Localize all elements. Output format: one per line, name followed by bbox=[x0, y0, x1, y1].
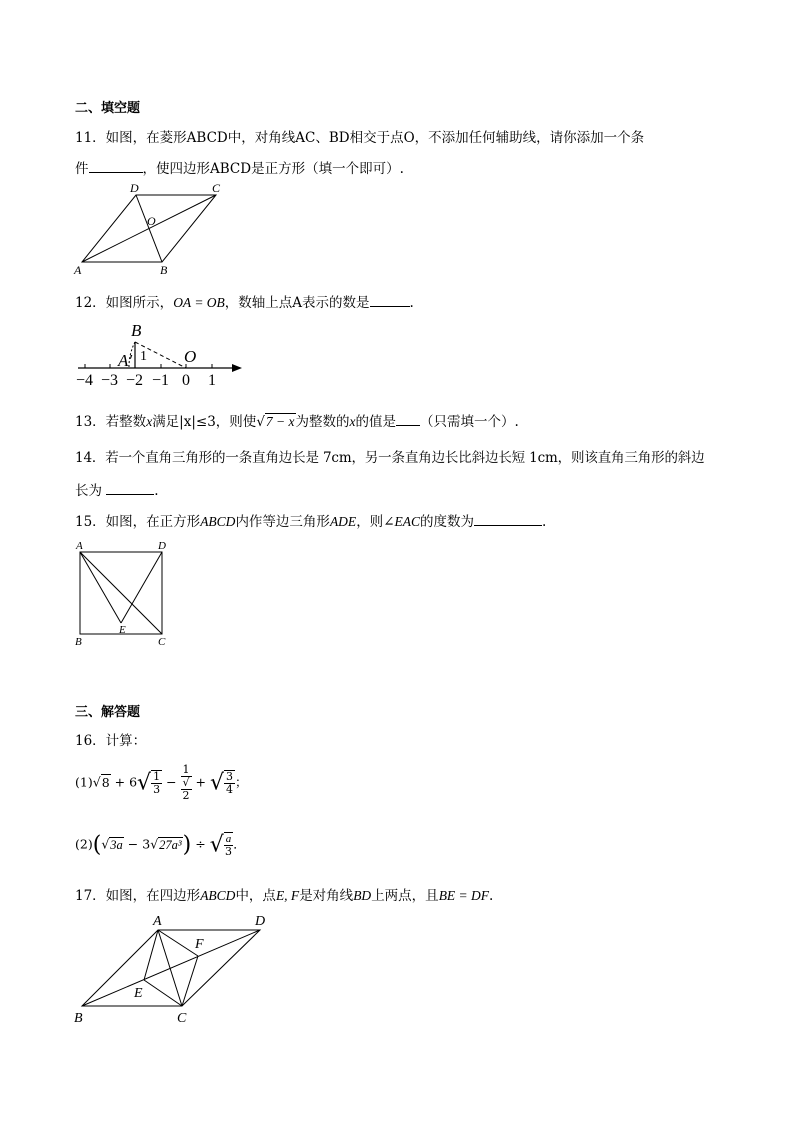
q17-quad: ABCD bbox=[200, 888, 236, 903]
q13-radical: 7 − x bbox=[265, 414, 295, 429]
q11-label-B: B bbox=[160, 263, 168, 277]
q16-p2-three: 3 bbox=[142, 836, 151, 852]
q16-title: 16．计算： bbox=[75, 733, 147, 749]
q16-p1-r8: 8 bbox=[101, 774, 110, 790]
frac-num: 1 bbox=[153, 770, 161, 783]
q16-p1-frac1 bbox=[151, 770, 162, 796]
q12-tick-label: 1 bbox=[208, 372, 216, 389]
q16-p2-label: (2) bbox=[75, 836, 93, 852]
q11-line2-pre: 件 bbox=[75, 161, 89, 177]
q12-tick-label: −2 bbox=[126, 372, 144, 389]
q11-label-A: A bbox=[74, 263, 82, 277]
frac-den: 4 bbox=[226, 783, 234, 796]
q12-mid: ，数轴上点A表示的数是 bbox=[224, 295, 370, 311]
q12-tick-label: −4 bbox=[76, 372, 94, 389]
sqrt-symbol: √ bbox=[256, 414, 265, 430]
q16-p2-r27: 27a³ bbox=[159, 837, 182, 852]
q17-mid: 中，点 bbox=[235, 888, 276, 904]
minus: − bbox=[166, 774, 177, 790]
q12-answer-blank[interactable] bbox=[370, 294, 410, 307]
frac-num: 3 bbox=[226, 770, 234, 783]
q11-answer-blank[interactable] bbox=[89, 160, 143, 173]
q15-pre: 15．如图，在正方形 bbox=[75, 514, 201, 530]
q15-mid: 内作等边三角形 bbox=[235, 514, 330, 530]
q13-post: 的值是 bbox=[355, 414, 397, 430]
q12-expr: OA = OB bbox=[173, 295, 225, 310]
q13-text bbox=[75, 410, 519, 430]
q16-part2 bbox=[75, 832, 246, 858]
q16-p2-r3a: 3a bbox=[110, 837, 123, 852]
sqrt-symbol: √ bbox=[92, 774, 101, 790]
q15-label-D: D bbox=[158, 540, 166, 552]
paren-close: ) bbox=[182, 832, 192, 858]
sqrt-symbol: √ bbox=[150, 836, 159, 852]
q12-tick-label: −3 bbox=[101, 372, 119, 389]
q15-end: . bbox=[542, 514, 547, 530]
q16-p1-frac3 bbox=[224, 770, 235, 796]
q12-tick-label: 0 bbox=[182, 372, 190, 389]
frac-num: 1 bbox=[182, 763, 190, 776]
q11-rhombus-figure bbox=[70, 180, 240, 280]
q14-line1: 14．若一个直角三角形的一条直角边长是 7cm，另一条直角边长比斜边长短 1cm，则该直角三角形的斜边 bbox=[75, 450, 705, 466]
q17-label-B: B bbox=[74, 1011, 83, 1026]
divide: ÷ bbox=[195, 836, 206, 852]
q13-mid: 为整数的 bbox=[295, 414, 350, 430]
q16-p2-frac bbox=[224, 832, 234, 858]
q17-pre: 17．如图，在四边形 bbox=[75, 888, 201, 904]
q13-pre: 13．若整数 bbox=[75, 414, 147, 430]
q15-label-E: E bbox=[119, 624, 126, 636]
q15-answer-blank[interactable] bbox=[474, 513, 542, 526]
period: ． bbox=[233, 836, 246, 852]
q13-answer-blank[interactable] bbox=[396, 413, 420, 426]
sqrt-symbol: √ bbox=[209, 770, 225, 796]
q17-mid3: 上两点，且 bbox=[371, 888, 439, 904]
q12-text bbox=[75, 291, 414, 311]
q17-parallelogram-figure bbox=[70, 908, 280, 1028]
q13-cond: 满足|x|≤3，则使 bbox=[152, 414, 257, 430]
q11-line1: 11．如图，在菱形ABCD中，对角线AC、BD相交于点O，不添加任何辅助线，请你添加一个条 bbox=[75, 130, 645, 146]
q15-text bbox=[75, 510, 546, 530]
q17-label-C: C bbox=[177, 1011, 187, 1026]
q15-square: ABCD bbox=[200, 514, 236, 529]
q12-label-B: B bbox=[131, 321, 142, 340]
q15-post: 的度数为 bbox=[420, 514, 474, 530]
q15-triangle: ADE bbox=[329, 514, 357, 529]
frac-den: 3 bbox=[153, 783, 161, 796]
q15-label-C: C bbox=[158, 636, 166, 648]
minus: − bbox=[127, 836, 139, 852]
paren-open: ( bbox=[92, 832, 102, 858]
q12-label-1: 1 bbox=[140, 349, 147, 364]
q12-tick-label: −1 bbox=[152, 372, 170, 389]
q16-part1 bbox=[75, 764, 248, 802]
section-title-fill-in: 二、填空题 bbox=[75, 101, 141, 116]
semicolon: ； bbox=[235, 774, 248, 790]
q17-label-A: A bbox=[153, 914, 162, 929]
q12-label-O: O bbox=[184, 347, 197, 366]
q17-label-E: E bbox=[134, 986, 143, 1001]
q11-label-O: O bbox=[147, 214, 156, 228]
plus: + bbox=[195, 774, 206, 790]
q16-p1-frac2 bbox=[181, 764, 192, 802]
q13-var: x bbox=[146, 414, 153, 429]
q17-label-D: D bbox=[255, 914, 266, 929]
q15-square-figure bbox=[72, 538, 182, 653]
q17-diag: BD bbox=[353, 888, 372, 903]
plus: + bbox=[114, 774, 126, 790]
q15-label-B: B bbox=[75, 636, 82, 648]
q11-line2-post: ，使四边形ABCD是正方形（填一个即可）. bbox=[142, 161, 404, 177]
q17-eq: BE = DF bbox=[438, 888, 490, 903]
q15-mid2: ，则 bbox=[356, 514, 384, 530]
q11-label-C: C bbox=[212, 181, 221, 195]
q13-tail: （只需填一个）. bbox=[420, 414, 519, 430]
q17-text bbox=[75, 884, 493, 904]
sqrt-symbol: √ bbox=[101, 836, 110, 852]
q15-angle: ∠EAC bbox=[383, 514, 420, 529]
q12-label-A: A′ bbox=[118, 351, 133, 370]
q11-label-D: D bbox=[130, 181, 139, 195]
q17-label-F: F bbox=[195, 937, 204, 952]
frac-den-radicand: 2 bbox=[182, 789, 190, 802]
q17-post: . bbox=[489, 888, 494, 904]
q14-line2-post: . bbox=[154, 483, 159, 499]
q15-label-A: A bbox=[76, 540, 83, 552]
sqrt-symbol: √ bbox=[137, 770, 152, 796]
q12-number-line-figure bbox=[72, 318, 252, 388]
q12-post: . bbox=[409, 295, 414, 311]
section-title-solve: 三、解答题 bbox=[75, 705, 141, 720]
q17-mid2: 是对角线 bbox=[299, 888, 354, 904]
frac-num: a bbox=[225, 833, 232, 845]
q14-answer-blank[interactable] bbox=[106, 482, 154, 495]
frac-den: √ 2 bbox=[182, 776, 190, 802]
sqrt-symbol: √ bbox=[209, 832, 224, 858]
q13-var2: x bbox=[349, 414, 356, 429]
q12-pre: 12．如图所示， bbox=[75, 295, 174, 311]
q16-p1-label: (1) bbox=[75, 774, 93, 790]
q16-p1-six: 6 bbox=[129, 774, 138, 790]
q14-line2 bbox=[75, 479, 159, 499]
frac-den: 3 bbox=[224, 845, 232, 858]
q17-pts: E, F bbox=[275, 888, 300, 903]
q11-line2 bbox=[75, 157, 404, 177]
q14-line2-pre: 长为 bbox=[75, 483, 102, 499]
